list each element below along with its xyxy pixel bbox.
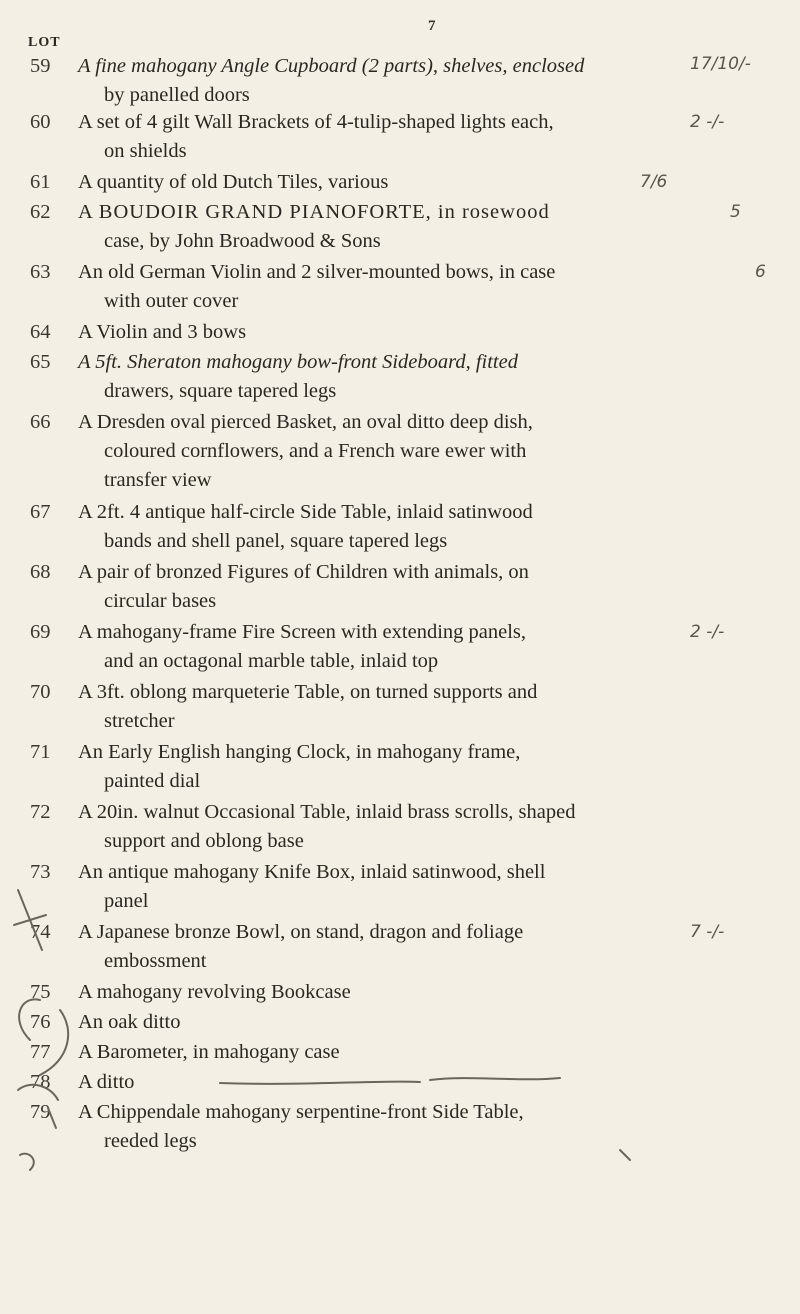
lot-description-cont: by panelled doors [104, 84, 250, 106]
lot-description: A ditto [78, 1071, 135, 1093]
lot-number: 62 [30, 201, 51, 223]
lot-number: 61 [30, 171, 51, 193]
lot-description-cont: embossment [104, 950, 207, 972]
lot-description: A 5ft. Sheraton mahogany bow-front Sideboard, fitted [78, 351, 518, 373]
lot-description: A mahogany-frame Fire Screen with extending panels, [78, 621, 527, 643]
lot-description: A 2ft. 4 antique half-circle Side Table, inlaid satinwood [78, 501, 533, 523]
lot-number: 70 [30, 681, 51, 703]
lot-number: 68 [30, 561, 51, 583]
lot-description-cont: painted dial [104, 770, 201, 792]
lot-description: An Early English hanging Clock, in mahogany frame, [78, 741, 521, 763]
lot-number: 60 [30, 111, 51, 133]
lot-description: A Dresden oval pierced Basket, an oval ditto deep dish, [78, 411, 533, 433]
lot-description-cont: with outer cover [104, 290, 239, 312]
lot-price: 5 [730, 202, 741, 222]
lot-description: A 3ft. oblong marqueterie Table, on turned supports and [78, 681, 538, 703]
lot-description-cont: case, by John Broadwood & Sons [104, 230, 381, 252]
lot-description: A Barometer, in mahogany case [78, 1041, 340, 1063]
lot-description-cont: and an octagonal marble table, inlaid top [104, 650, 439, 672]
lot-price: 2 -/- [690, 112, 725, 132]
lot-description: A fine mahogany Angle Cupboard (2 parts), shelves, enclosed [78, 55, 585, 77]
lot-column-header: LOT [28, 35, 61, 50]
lot-description: A quantity of old Dutch Tiles, various [78, 171, 389, 193]
lot-price: 6 [755, 262, 766, 282]
lot-number: 76 [30, 1011, 51, 1033]
lot-description: A Violin and 3 bows [78, 321, 247, 343]
lot-price: 7/6 [640, 172, 668, 192]
lot-description-cont: support and oblong base [104, 830, 304, 852]
lot-description: An old German Violin and 2 silver-mounted bows, in case [78, 261, 556, 283]
lot-number: 65 [30, 351, 51, 373]
lot-number: 71 [30, 741, 51, 763]
lot-description-cont: coloured cornflowers, and a French ware ewer with [104, 440, 527, 462]
lot-description: An antique mahogany Knife Box, inlaid satinwood, shell [78, 861, 546, 883]
lot-description: A pair of bronzed Figures of Children with animals, on [78, 561, 529, 583]
lot-number: 64 [30, 321, 51, 343]
lot-number: 78 [30, 1071, 51, 1093]
lot-description-cont: drawers, square tapered legs [104, 380, 337, 402]
lot-number: 74 [30, 921, 51, 943]
lot-number: 75 [30, 981, 51, 1003]
lot-description-cont: on shields [104, 140, 187, 162]
lot-price: 7 -/- [690, 922, 725, 942]
lot-description: An oak ditto [78, 1011, 181, 1033]
lot-price: 17/10/- [690, 54, 751, 74]
lot-description: A Japanese bronze Bowl, on stand, dragon and foliage [78, 921, 524, 943]
lot-number: 63 [30, 261, 51, 283]
lot-price: 2 -/- [690, 622, 725, 642]
lot-description-cont: reeded legs [104, 1130, 197, 1152]
lot-description: A set of 4 gilt Wall Brackets of 4-tulip-shaped lights each, [78, 111, 554, 133]
lot-number: 77 [30, 1041, 51, 1063]
lot-number: 67 [30, 501, 51, 523]
lot-number: 72 [30, 801, 51, 823]
lot-description: A Chippendale mahogany serpentine-front Side Table, [78, 1101, 524, 1123]
lot-description-cont: circular bases [104, 590, 217, 612]
lot-description-cont: transfer view [104, 469, 212, 491]
lot-description-cont: panel [104, 890, 149, 912]
lot-number: 59 [30, 55, 51, 77]
lot-number: 66 [30, 411, 51, 433]
lot-description: A mahogany revolving Bookcase [78, 981, 351, 1003]
lot-description-cont: stretcher [104, 710, 175, 732]
lot-number: 73 [30, 861, 51, 883]
lot-description: A 20in. walnut Occasional Table, inlaid brass scrolls, shaped [78, 801, 576, 823]
page-number: 7 [428, 18, 436, 34]
lot-description: A BOUDOIR GRAND PIANOFORTE, in rosewood [78, 201, 550, 223]
lot-description-cont: bands and shell panel, square tapered legs [104, 530, 448, 552]
lot-number: 79 [30, 1101, 51, 1123]
lot-number: 69 [30, 621, 51, 643]
